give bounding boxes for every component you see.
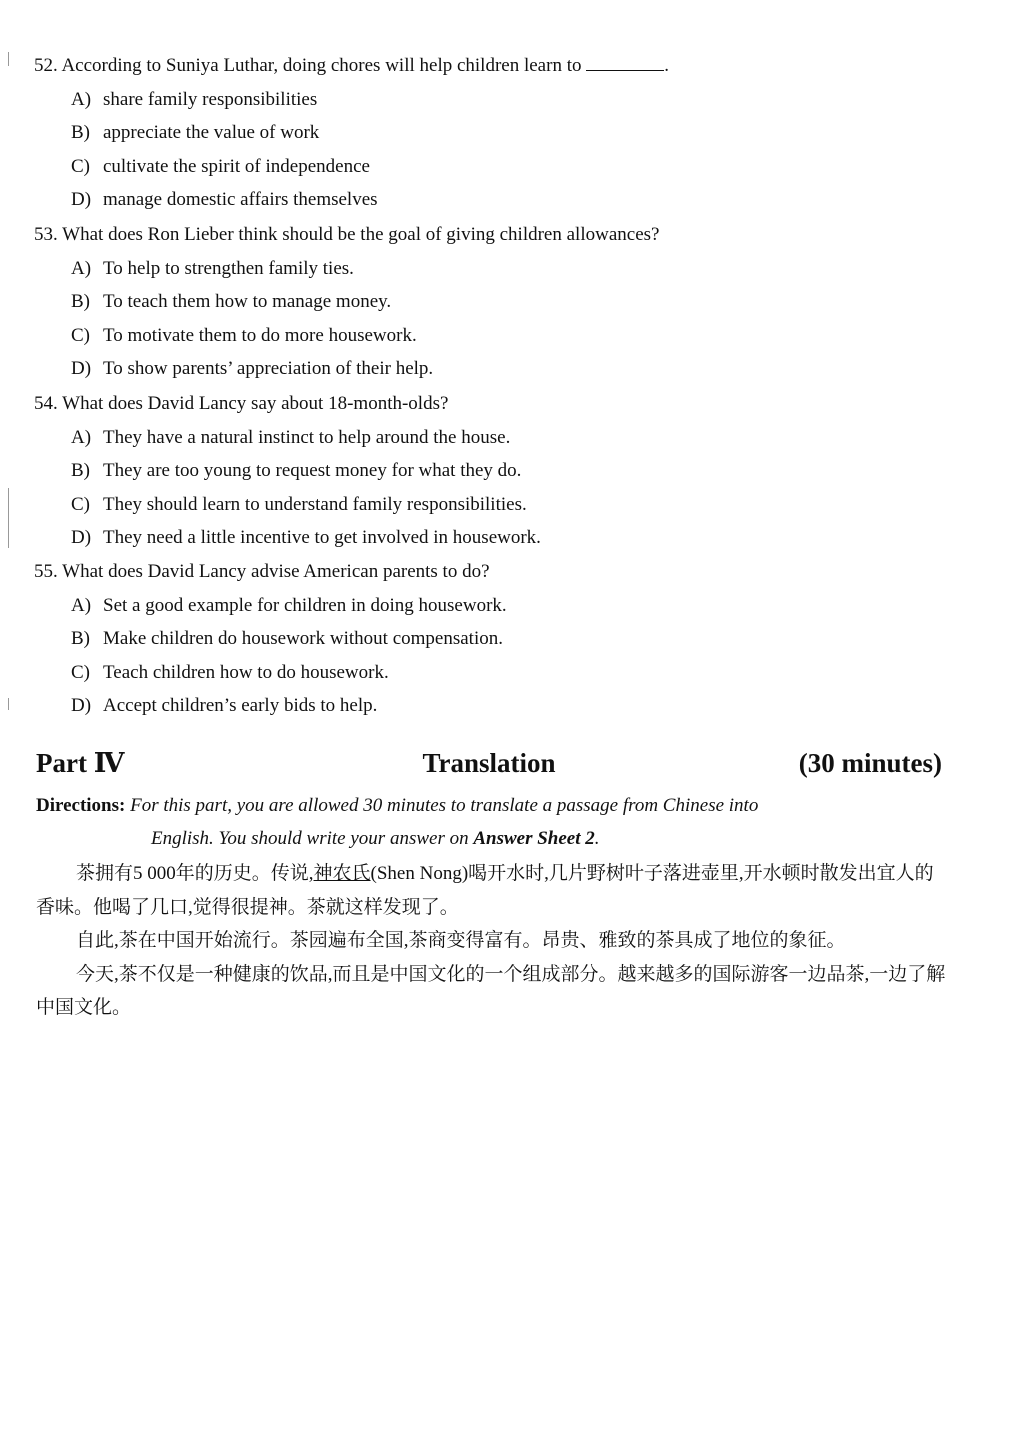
option-letter: D): [71, 527, 92, 549]
option-a: [34, 589, 507, 623]
question-text: What does Ron Lieber think should be the goal of giving children allowances?: [62, 224, 660, 245]
option-a: [34, 83, 669, 117]
option-letter: B): [71, 122, 90, 144]
option-text: They need a little incentive to get involved in housework.: [103, 527, 541, 549]
option-c: [34, 488, 541, 522]
option-text: appreciate the value of work: [103, 122, 320, 144]
directions-text-2: English. You should write your answer on: [151, 828, 469, 849]
option-text: They should learn to understand family responsibilities.: [103, 493, 527, 515]
directions-text: For this part, you are allowed 30 minutes to translate a passage from Chinese into: [130, 795, 759, 816]
question-number: 55.: [34, 561, 58, 582]
option-c: [34, 150, 669, 184]
question-stem-end: .: [664, 55, 669, 76]
option-letter: B): [71, 628, 90, 650]
option-b: [34, 622, 507, 656]
option-text: They are too young to request money for what they do.: [103, 460, 522, 482]
question-number: 52.: [34, 55, 58, 76]
option-a: [34, 252, 659, 286]
option-c: [34, 319, 659, 353]
option-letter: B): [71, 291, 90, 313]
option-text: cultivate the spirit of independence: [103, 155, 370, 177]
question-stem: [34, 387, 541, 421]
option-letter: A): [71, 88, 92, 110]
part-title: Translation: [422, 748, 556, 778]
option-letter: A): [71, 257, 92, 279]
passage-paragraph-2: 自此,茶在中国开始流行。茶园遍布全国,茶商变得富有。昂贵、雅致的茶具成了地位的象征。: [76, 930, 846, 951]
option-text: Teach children how to do housework.: [103, 661, 389, 683]
directions-end: .: [594, 828, 600, 849]
option-text: To help to strengthen family ties.: [103, 257, 354, 279]
part-time: (30 minutes): [798, 748, 942, 778]
option-b: [34, 454, 541, 488]
option-text: To show parents’ appreciation of their help.: [103, 358, 434, 380]
proper-noun-shen-nong: 神农氏: [313, 863, 371, 884]
part-header: [36, 748, 942, 786]
passage-paragraph-3: 今天,茶不仅是一种健康的饮品,而且是中国文化的一个组成部分。越来越多的国际游客一边品茶,一边了解中国文化。: [36, 963, 946, 1018]
directions-line-1: [36, 789, 946, 822]
question-number: 54.: [34, 393, 58, 414]
option-letter: C): [71, 324, 90, 346]
question-number: 53.: [34, 224, 58, 245]
question-text: According to Suniya Luthar, doing chores will help children learn to: [61, 55, 582, 76]
part-label: Part Ⅳ: [36, 748, 125, 778]
option-d: [34, 183, 669, 217]
margin-mark-top: [8, 52, 9, 66]
option-text: manage domestic affairs themselves: [103, 189, 378, 211]
option-letter: D): [71, 358, 92, 380]
question-55: [34, 555, 507, 723]
option-letter: A): [71, 594, 92, 616]
option-text: To teach them how to manage money.: [103, 291, 392, 313]
question-52: [34, 49, 669, 217]
option-d: [34, 521, 541, 555]
translation-passage: [36, 857, 946, 1025]
option-b: [34, 116, 669, 150]
answer-sheet-ref: Answer Sheet 2: [473, 828, 595, 849]
question-stem: [34, 555, 507, 589]
option-text: Accept children’s early bids to help.: [103, 695, 378, 717]
passage-paragraph-1: [36, 857, 946, 924]
question-text: What does David Lancy advise American parents to do?: [62, 561, 490, 582]
directions-line-2: [36, 822, 946, 855]
question-text: What does David Lancy say about 18-month-olds?: [62, 393, 449, 414]
option-letter: D): [71, 695, 92, 717]
option-d: [34, 352, 659, 386]
option-letter: C): [71, 155, 90, 177]
passage-text: (Shen Nong)喝开水时,几片野树叶子落进壶里,开水顿时散发出宜人的香味。他喝了几口,觉得很提神。茶就这样发现了。: [36, 863, 934, 918]
margin-mark-middle: [8, 488, 9, 548]
directions: [36, 789, 946, 855]
passage-text: 茶拥有5 000年的历史。传说,: [76, 863, 314, 884]
option-text: To motivate them to do more housework.: [103, 324, 417, 346]
option-a: [34, 421, 541, 455]
question-54: [34, 387, 541, 555]
option-b: [34, 285, 659, 319]
question-stem: [34, 49, 669, 83]
option-text: Make children do housework without compensation.: [103, 628, 503, 650]
margin-mark-lower: [8, 698, 9, 710]
option-letter: D): [71, 189, 92, 211]
question-53: [34, 218, 659, 386]
option-letter: A): [71, 426, 92, 448]
option-letter: C): [71, 661, 90, 683]
option-text: share family responsibilities: [103, 88, 318, 110]
question-stem: [34, 218, 659, 252]
option-letter: C): [71, 493, 90, 515]
answer-blank: [586, 56, 664, 71]
option-letter: B): [71, 460, 90, 482]
option-text: They have a natural instinct to help around the house.: [103, 426, 511, 448]
option-text: Set a good example for children in doing housework.: [103, 594, 507, 616]
option-c: [34, 656, 507, 690]
option-d: [34, 689, 507, 723]
directions-label: Directions:: [36, 795, 126, 816]
